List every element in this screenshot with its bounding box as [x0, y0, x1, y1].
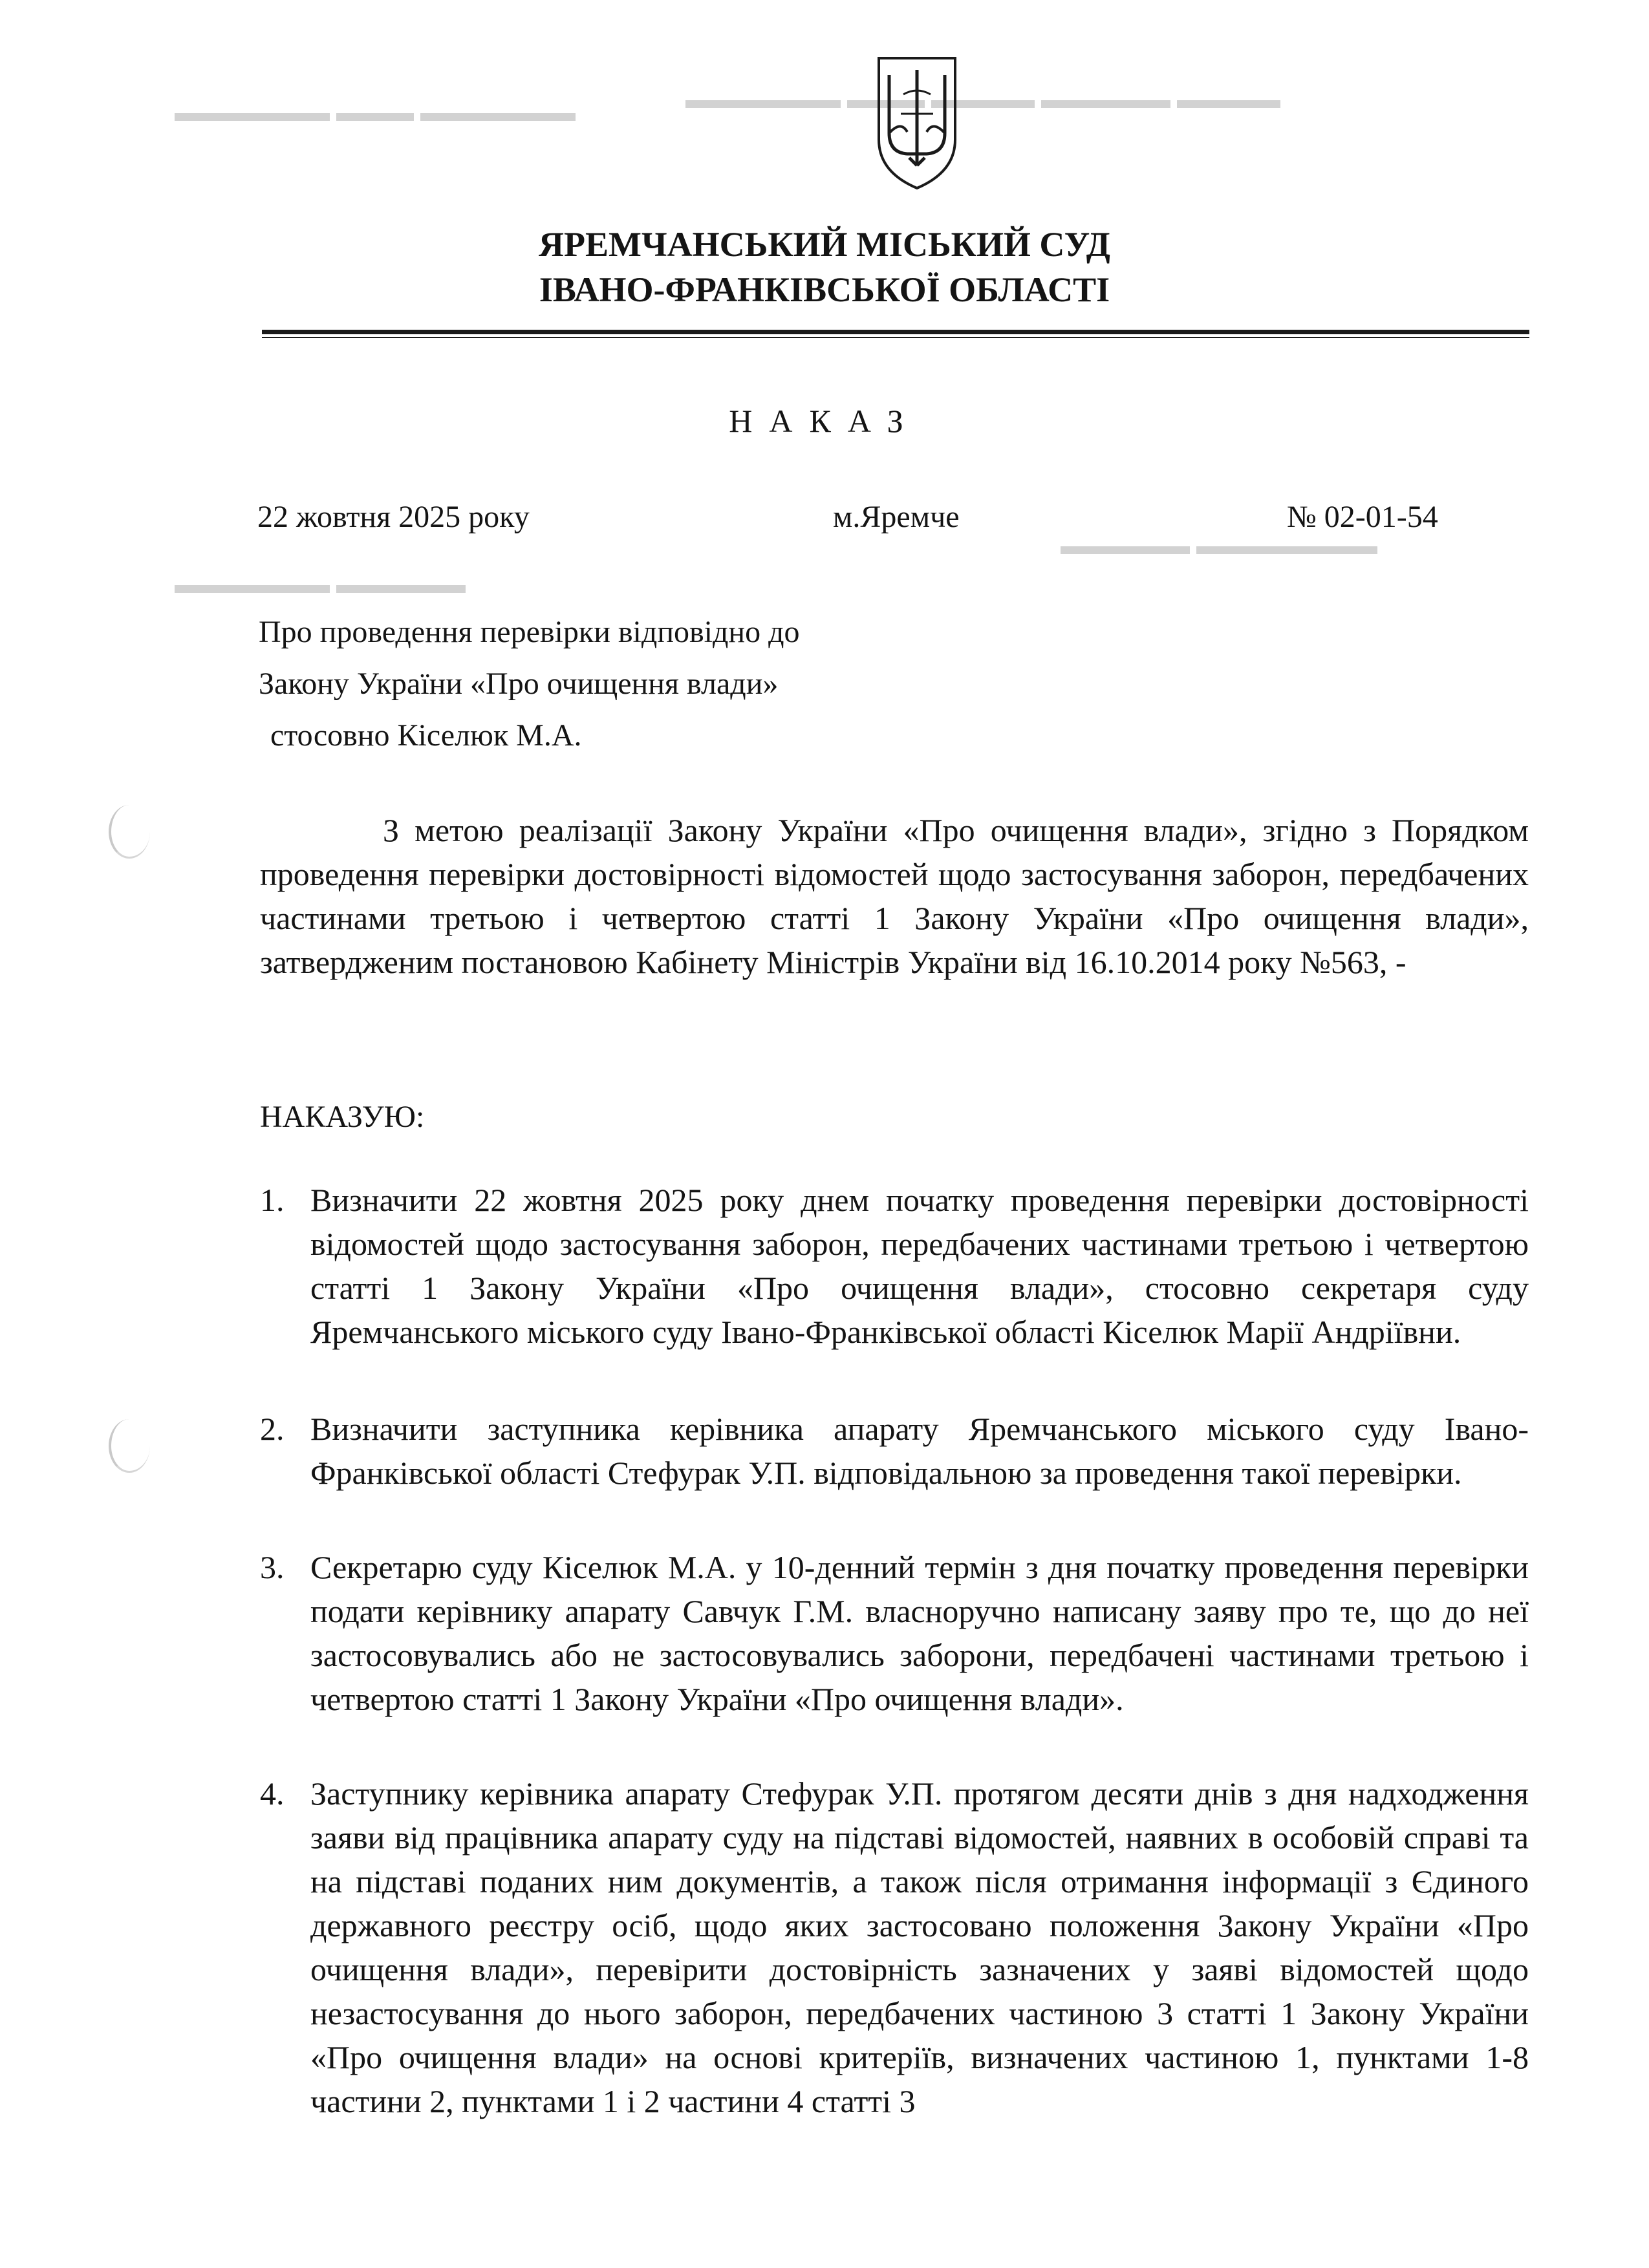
bleed-through-marks: ▬▬▬▬ ▬▬▬▬▬ ▬▬▬▬ ▬▬▬ ▬▬▬▬▬▬: [685, 85, 1280, 114]
order-heading: НАКАЗУЮ:: [260, 1100, 425, 1134]
order-item-number: 1.: [260, 1182, 285, 1218]
order-item: [260, 1771, 1529, 2123]
header-divider-thin: [262, 337, 1529, 338]
court-name-line-2: ІВАНО-ФРАНКІВСЬКОЇ ОБЛАСТІ: [539, 270, 1110, 309]
header-divider: [262, 330, 1529, 334]
punch-hole-mark: [109, 1419, 150, 1473]
order-item: [260, 1407, 1529, 1495]
bleed-through-marks: ▬▬▬▬▬▬ ▬▬▬ ▬▬▬▬▬▬: [175, 98, 576, 127]
document-place: м.Яремче: [833, 500, 960, 534]
intro-paragraph: З метою реалізації Закону України «Про очищення влади», згідно з Порядком проведення перевірки достовірності відомостей щодо застосування заборон, передбачених частинами третьою і четвертою статті 1 Закону України «Про очищення влади», затвердженим постановою Кабінету Міністрів України від 16.10.2014 року №563, -: [260, 812, 1529, 980]
order-item: [260, 1545, 1529, 1721]
order-item-number: 4.: [260, 1775, 285, 1812]
bleed-through-marks: ▬▬▬▬▬ ▬▬▬▬▬▬: [175, 570, 466, 599]
order-item-text: Заступнику керівника апарату Стефурак У.П. протягом десяти днів з дня надходження заяви від працівника апарату суду на підставі відомостей, наявних в особовій справі та на підставі поданих ним документів, а також після отримання інформації з Єдиного державного реєстру осіб, щодо яких застосовано положення Закону України «Про очищення влади», перевірити достовірність зазначених у заяві відомостей щодо незастосування до нього заборон, передбачених частиною 3 статті 1 Закону України «Про очищення влади» на основі критеріїв, визначених частиною 1, пунктами 1-8 частини 2, пунктами 1 і 2 частини 4 статті 3: [310, 1775, 1529, 2119]
document-date: 22 жовтня 2025 року: [257, 500, 530, 534]
order-item-number: 2.: [260, 1411, 285, 1447]
trident-coat-of-arms-icon: [875, 56, 959, 191]
order-item-number: 3.: [260, 1549, 285, 1585]
order-item: [260, 1178, 1529, 1354]
order-item-text: Визначити заступника керівника апарату Яремчанського міського суду Івано-Франківської області Стефурак У.П. відповідальною за проведення такої перевірки.: [310, 1411, 1529, 1491]
document-number: № 02-01-54: [1287, 500, 1438, 534]
document-title: НАКАЗ: [729, 403, 920, 439]
punch-hole-mark: [109, 805, 150, 859]
subject-line-2: Закону України «Про очищення влади»: [259, 667, 779, 701]
order-item-text: Секретарю суду Кіселюк М.А. у 10-денний термін з дня початку проведення перевірки подати керівнику апарату Савчук Г.М. власноручно написану заяву про те, що до неї застосовувались або не застосовувались заборони, передбачені частинами третьою і четвертою статті 1 Закону України «Про очищення влади».: [310, 1549, 1529, 1717]
bleed-through-marks: ▬▬▬▬▬▬▬ ▬▬▬▬▬: [1061, 531, 1377, 560]
subject-line-1: Про проведення перевірки відповідно до: [259, 615, 800, 649]
order-item-text: Визначити 22 жовтня 2025 року днем початку проведення перевірки достовірності відомостей щодо застосування заборон, передбачених частинами третьою і четвертою статті 1 Закону України «Про очищення влади», стосовно секретаря суду Яремчанського міського суду Івано-Франківської області Кіселюк Марії Андріївни.: [310, 1182, 1529, 1350]
court-name-line-1: ЯРЕМЧАНСЬКИЙ МІСЬКИЙ СУД: [539, 225, 1110, 264]
subject-line-3: стосовно Кіселюк М.А.: [270, 718, 582, 753]
